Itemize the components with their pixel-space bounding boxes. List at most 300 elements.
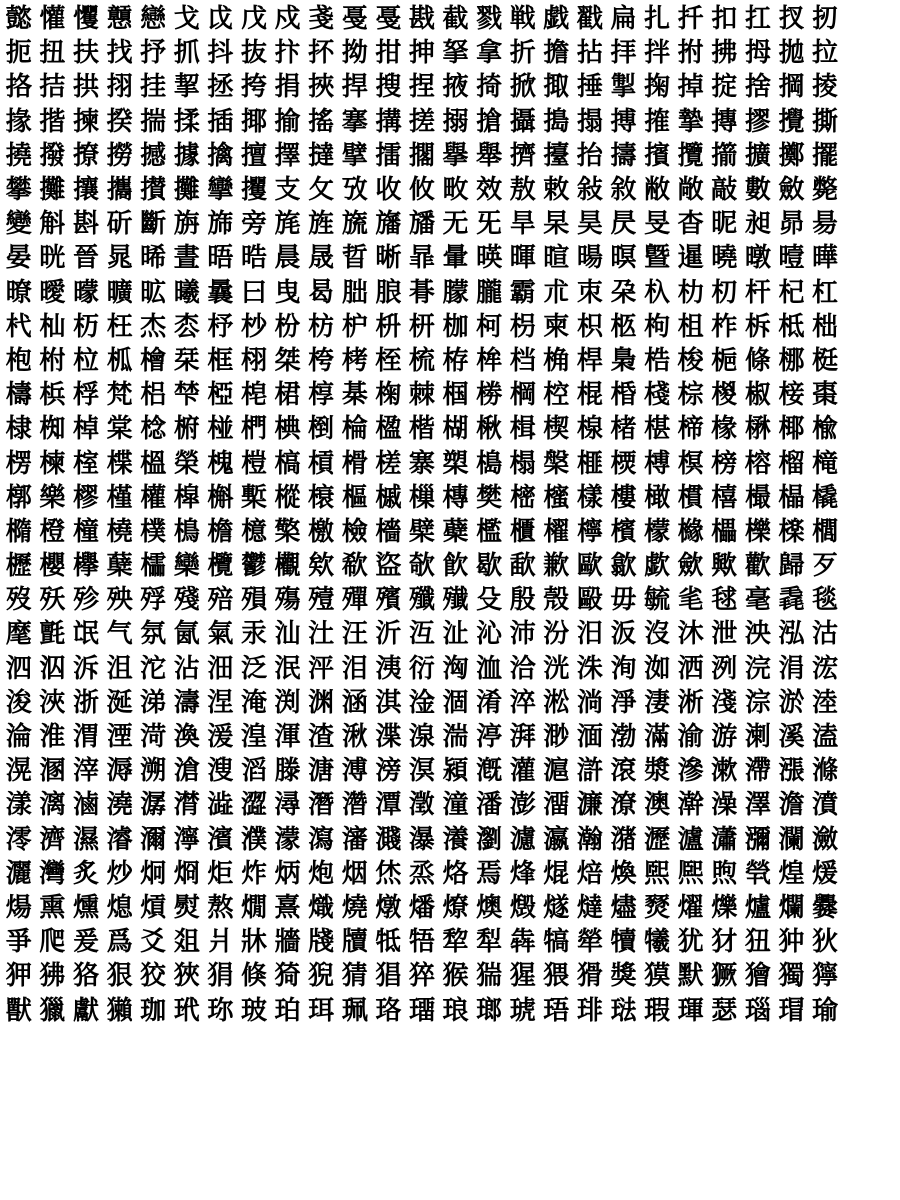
character-cell: 扣 [711,4,738,35]
character-cell: 曉 [711,243,738,274]
character-cell: 杞 [778,277,805,308]
character-cell: 欅 [72,551,99,582]
character-cell: 攵 [308,175,335,206]
character-cell: 抬 [576,140,603,171]
character-cell: 捍 [341,72,368,103]
character-cell: 溷 [39,756,66,787]
character-cell: 蘗 [442,516,469,547]
character-cell: 珞 [375,995,402,1026]
character-cell: 掕 [812,72,839,103]
character-cell: 楙 [744,414,771,445]
character-cell: 爰 [72,927,99,958]
character-cell: 溥 [341,756,368,787]
character-cell: 暾 [744,243,771,274]
character-cell: 檢 [341,516,368,547]
character-cell: 檐 [207,516,234,547]
character-cell: 杆 [744,277,771,308]
character-cell: 暃 [408,243,435,274]
character-cell: 熬 [207,892,234,923]
character-cell: 琥 [509,995,536,1026]
character-cell: 攫 [240,175,267,206]
character-cell: 樅 [274,482,301,513]
character-cell: 橲 [711,482,738,513]
character-cell: 楴 [677,414,704,445]
character-cell: 淦 [408,687,435,718]
character-cell: 浤 [812,653,839,684]
character-cell: 熕 [140,892,167,923]
character-cell: 權 [140,482,167,513]
character-cell: 炮 [308,858,335,889]
character-cell: 揄 [274,106,301,137]
character-cell: 朿 [576,277,603,308]
character-cell: 滉 [5,756,32,787]
character-cell: 榠 [677,448,704,479]
character-cell: 楞 [5,448,32,479]
character-cell: 收 [375,175,402,206]
character-cell: 瑙 [744,995,771,1026]
character-cell: 晏 [5,243,32,274]
character-row [2,173,898,207]
character-cell: 扦 [677,4,704,35]
character-cell: 燵 [576,892,603,923]
character-cell: 桎 [375,345,402,376]
character-cell: 杤 [72,311,99,342]
character-cell: 戮 [476,4,503,35]
character-cell: 榿 [240,448,267,479]
character-cell: 杰 [140,311,167,342]
character-cell: 猜 [341,961,368,992]
character-cell: 旄 [274,209,301,240]
character-cell: 燉 [375,892,402,923]
character-cell: 洫 [476,653,503,684]
character-cell: 獪 [744,961,771,992]
character-cell: 擠 [509,140,536,171]
character-cell: 涕 [140,687,167,718]
character-cell: 挈 [173,72,200,103]
character-cell: 猩 [509,961,536,992]
character-cell: 殯 [375,585,402,616]
character-row [2,36,898,70]
character-cell: 拗 [341,38,368,69]
character-cell: 濾 [509,824,536,855]
character-cell: 榻 [509,448,536,479]
character-cell: 泗 [5,653,32,684]
character-cell: 槹 [173,482,200,513]
character-cell: 淮 [39,722,66,753]
character-cell: 揀 [72,106,99,137]
character-row [2,105,898,139]
character-cell: 斃 [812,175,839,206]
character-cell: 涸 [442,687,469,718]
character-cell: 欟 [274,551,301,582]
character-cell: 澂 [408,790,435,821]
character-cell: 猯 [476,961,503,992]
character-cell: 攸 [408,175,435,206]
character-cell: 桀 [274,345,301,376]
character-cell: 爼 [173,927,200,958]
character-cell: 撕 [812,106,839,137]
character-cell: 瀏 [476,824,503,855]
character-cell: 榱 [308,482,335,513]
character-cell: 玻 [240,995,267,1026]
character-cell: 沐 [677,619,704,650]
character-cell: 殀 [39,585,66,616]
character-cell: 瀘 [677,824,704,855]
character-cell: 澹 [778,790,805,821]
character-cell: 攘 [72,175,99,206]
character-cell: 攜 [106,175,133,206]
character-cell: 獻 [72,995,99,1026]
character-cell: 變 [5,209,32,240]
character-cell: 攝 [509,106,536,137]
character-cell: 漓 [39,790,66,821]
character-cell: 爲 [106,927,133,958]
character-cell: 杁 [644,277,671,308]
character-cell: 蘖 [106,551,133,582]
character-cell: 椣 [274,414,301,445]
character-cell: 擱 [408,140,435,171]
character-cell: 挂 [140,72,167,103]
character-cell: 晧 [240,243,267,274]
character-cell: 擘 [341,140,368,171]
character-cell: 爨 [812,892,839,923]
character-cell: 潘 [476,790,503,821]
character-cell: 杲 [543,209,570,240]
character-cell: 曄 [812,243,839,274]
character-cell: 柝 [744,311,771,342]
character-cell: 沛 [509,619,536,650]
character-cell: 椦 [476,380,503,411]
character-cell: 杪 [240,311,267,342]
character-cell: 殷 [509,585,536,616]
character-cell: 桷 [543,345,570,376]
character-cell: 澎 [509,790,536,821]
character-cell: 汞 [240,619,267,650]
character-cell: 槊 [442,448,469,479]
character-cell: 梠 [140,380,167,411]
character-cell: 檍 [240,516,267,547]
character-cell: 霸 [509,277,536,308]
character-cell: 熏 [39,892,66,923]
character-cell: 搏 [610,106,637,137]
character-cell: 猥 [543,961,570,992]
character-cell: 敖 [509,175,536,206]
character-cell: 烙 [442,858,469,889]
character-cell: 灌 [509,756,536,787]
character-cell: 盜 [375,551,402,582]
character-cell: 曖 [39,277,66,308]
character-cell: 朧 [476,277,503,308]
character-cell: 桿 [576,345,603,376]
character-cell: 枋 [308,311,335,342]
character-cell: 擴 [744,140,771,171]
character-cell: 暈 [442,243,469,274]
character-cell: 柢 [778,311,805,342]
character-cell: 枉 [106,311,133,342]
character-cell: 濬 [106,824,133,855]
character-cell: 戍 [274,4,301,35]
character-cell: 椽 [711,414,738,445]
character-cell: 旒 [341,209,368,240]
character-cell: 漑 [476,756,503,787]
character-cell: 槓 [308,448,335,479]
character-cell: 榲 [140,448,167,479]
character-cell: 歇 [476,551,503,582]
character-cell: 氛 [140,619,167,650]
character-cell: 拇 [744,38,771,69]
character-cell: 椶 [711,380,738,411]
character-cell: 爭 [5,927,32,958]
character-cell: 掆 [778,72,805,103]
character-cell: 槁 [274,448,301,479]
character-cell: 燠 [476,892,503,923]
character-cell: 瀉 [308,824,335,855]
character-cell: 旻 [644,209,671,240]
character-cell: 毓 [644,585,671,616]
character-cell: 槎 [375,448,402,479]
character-cell: 燔 [408,892,435,923]
character-cell: 汳 [610,619,637,650]
character-cell: 揆 [106,106,133,137]
character-cell: 條 [744,345,771,376]
character-cell: 档 [509,345,536,376]
character-cell: 枴 [509,311,536,342]
character-cell: 梺 [173,380,200,411]
character-cell: 渭 [72,722,99,753]
character-cell: 殘 [173,585,200,616]
character-cell: 汕 [274,619,301,650]
character-cell: 搦 [442,106,469,137]
character-cell: 椒 [744,380,771,411]
character-cell: 氤 [173,619,200,650]
character-cell: 攤 [39,175,66,206]
character-cell: 爛 [778,892,805,923]
character-cell: 瀟 [711,824,738,855]
character-cell: 洵 [610,653,637,684]
character-cell: 珥 [308,995,335,1026]
character-cell: 折 [509,38,536,69]
character-cell: 湲 [207,722,234,753]
character-cell: 瑟 [711,995,738,1026]
character-cell: 猾 [576,961,603,992]
character-cell: 瀚 [576,824,603,855]
character-cell: 烽 [509,858,536,889]
character-cell: 椢 [442,380,469,411]
character-cell: 敍 [576,175,603,206]
character-cell: 渮 [140,722,167,753]
character-cell: 狄 [812,927,839,958]
character-cell: 棘 [408,380,435,411]
character-cell: 狢 [72,961,99,992]
character-cell: 洽 [509,653,536,684]
character-cell: 暉 [509,243,536,274]
character-cell: 湫 [341,722,368,753]
character-cell: 朸 [677,277,704,308]
character-cell: 抖 [207,38,234,69]
character-cell: 檮 [5,380,32,411]
character-cell: 旛 [375,209,402,240]
character-cell: 昴 [778,209,805,240]
character-cell: 獸 [5,995,32,1026]
character-cell: 晤 [207,243,234,274]
character-cell: 衍 [408,653,435,684]
character-cell: 拉 [812,38,839,69]
character-row [2,70,898,104]
character-cell: 戳 [576,4,603,35]
character-cell: 淒 [644,687,671,718]
character-cell: 捏 [408,72,435,103]
character-cell: 揩 [39,106,66,137]
character-cell: 滯 [744,756,771,787]
character-cell: 榾 [341,448,368,479]
character-cell: 欖 [207,551,234,582]
character-cell: 檻 [476,516,503,547]
character-cell: 淕 [812,687,839,718]
character-cell: 沁 [476,619,503,650]
character-cell: 沾 [173,653,200,684]
character-cell: 棕 [677,380,704,411]
character-cell: 澆 [106,790,133,821]
character-cell: 枸 [644,311,671,342]
character-cell: 戔 [308,4,335,35]
character-cell: 瀛 [543,824,570,855]
character-cell: 潼 [442,790,469,821]
character-row [2,583,898,617]
character-cell: 涵 [341,687,368,718]
character-cell: 潁 [442,756,469,787]
character-cell: 滄 [173,756,200,787]
character-cell: 戞 [375,4,402,35]
character-cell: 懿 [5,4,32,35]
character-cell: 掀 [509,72,536,103]
character-cell: 歹 [812,551,839,582]
character-cell: 欒 [173,551,200,582]
character-row [2,549,898,583]
character-cell: 猊 [308,961,335,992]
character-cell: 淆 [476,687,503,718]
character-cell: 檄 [308,516,335,547]
character-cell: 槲 [207,482,234,513]
character-cell: 枳 [576,311,603,342]
character-cell: 沂 [375,619,402,650]
character-cell: 桾 [274,380,301,411]
character-cell: 柩 [610,311,637,342]
character-cell: 瀰 [744,824,771,855]
character-cell: 沍 [408,619,435,650]
character-cell: 樶 [744,482,771,513]
character-cell: 楝 [39,448,66,479]
character-cell: 默 [677,961,704,992]
character-cell: 溏 [308,756,335,787]
character-cell: 榜 [711,448,738,479]
character-cell: 櫪 [5,551,32,582]
character-cell: 暸 [5,277,32,308]
character-cell: 滾 [610,756,637,787]
character-cell: 敲 [711,175,738,206]
character-cell: 昵 [711,209,738,240]
character-cell: 潛 [308,790,335,821]
character-cell: 旙 [408,209,435,240]
character-cell: 煌 [778,858,805,889]
character-cell: 殕 [207,585,234,616]
character-row [2,241,898,275]
character-cell: 柎 [39,345,66,376]
character-cell: 搴 [341,106,368,137]
character-cell: 淌 [576,687,603,718]
character-cell: 熈 [677,858,704,889]
character-cell: 曳 [274,277,301,308]
character-cell: 煥 [610,858,637,889]
character-cell: 犹 [677,927,704,958]
character-cell: 戄 [72,4,99,35]
character-cell: 柬 [543,311,570,342]
character-cell: 杠 [812,277,839,308]
character-cell: 椨 [173,414,200,445]
character-cell: 燿 [677,892,704,923]
character-cell: 泄 [711,619,738,650]
character-cell: 濛 [274,824,301,855]
character-cell: 枡 [375,311,402,342]
character-cell: 爬 [39,927,66,958]
character-cell: 斷 [140,209,167,240]
character-cell: 槭 [375,482,402,513]
character-cell: 歿 [5,585,32,616]
character-cell: 猝 [408,961,435,992]
character-cell: 炳 [274,858,301,889]
character-cell: 櫃 [509,516,536,547]
character-cell: 潺 [140,790,167,821]
character-cell: 抔 [308,38,335,69]
character-cell: 曀 [778,243,805,274]
character-cell: 烋 [375,858,402,889]
character-cell: 湟 [240,722,267,753]
character-cell: 湍 [442,722,469,753]
character-cell: 渊 [308,687,335,718]
character-cell: 榁 [72,448,99,479]
character-cell: 揣 [140,106,167,137]
character-cell: 棧 [644,380,671,411]
character-cell: 楡 [812,414,839,445]
character-cell: 歛 [677,551,704,582]
character-cell: 濟 [39,824,66,855]
character-row [2,276,898,310]
character-cell: 昃 [610,209,637,240]
character-cell: 毬 [711,585,738,616]
character-cell: 朖 [375,277,402,308]
character-cell: 曷 [308,277,335,308]
character-cell: 歉 [543,551,570,582]
character-cell: 洌 [711,653,738,684]
character-cell: 枹 [5,345,32,376]
character-cell: 殼 [543,585,570,616]
character-cell: 椌 [543,380,570,411]
character-cell: 棊 [341,380,368,411]
character-cell: 撻 [308,140,335,171]
character-cell: 曁 [644,243,671,274]
character-cell: 樓 [610,482,637,513]
character-cell: 朦 [442,277,469,308]
character-cell: 洸 [543,653,570,684]
character-cell: 泱 [744,619,771,650]
character-cell: 掣 [610,72,637,103]
character-row [2,344,898,378]
character-cell: 戅 [106,4,133,35]
character-cell: 暹 [677,243,704,274]
character-cell: 漲 [778,756,805,787]
character-cell: 攪 [778,106,805,137]
character-row [2,823,898,857]
character-row [2,378,898,412]
